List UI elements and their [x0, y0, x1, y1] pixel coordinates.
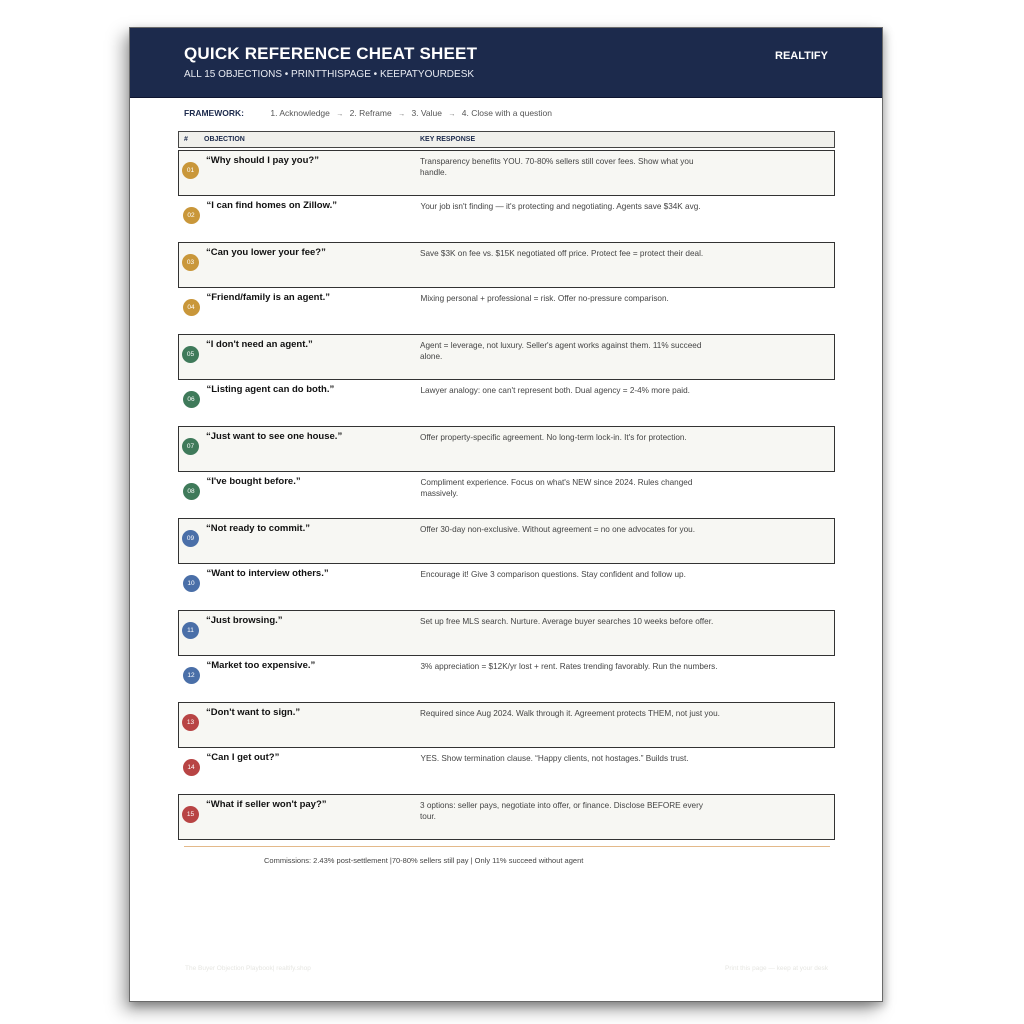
table-row [178, 150, 835, 196]
footer-right: Print this page — keep at your desk [725, 965, 828, 972]
table-row [178, 288, 835, 334]
objection-text: “Just browsing.” [206, 615, 283, 626]
number-badge: 09 [182, 530, 199, 547]
response-text: Encourage it! Give 3 comparison questions. Stay confident and follow up. [420, 570, 686, 579]
response-text: YES. Show termination clause. “Happy clients, not hostages.” Builds trust. [420, 754, 689, 763]
number-badge: 12 [183, 667, 200, 684]
response-text: Transparency benefits YOU. 70-80% sellers still cover fees. Show what you handle. [420, 157, 694, 177]
table-row [178, 518, 835, 564]
response-text: Required since Aug 2024. Walk through it. Agreement protects THEM, not just you. [420, 709, 720, 718]
objection-text: “What if seller won't pay?” [206, 799, 327, 810]
arrow-right-icon: → [336, 111, 344, 118]
table-row [178, 334, 835, 380]
number-badge: 11 [182, 622, 199, 639]
objection-text: “Why should I pay you?” [206, 155, 319, 166]
framework-label: FRAMEWORK: [184, 108, 244, 118]
table-row [178, 380, 835, 426]
response-text: Set up free MLS search. Nurture. Average buyer searches 10 weeks before offer. [420, 617, 714, 626]
table-row [178, 794, 835, 840]
number-badge: 08 [183, 483, 200, 500]
table-row [178, 610, 835, 656]
response-text: Lawyer analogy: one can't represent both. Dual agency = 2-4% more paid. [420, 386, 690, 395]
objection-text: “I don't need an agent.” [206, 339, 313, 350]
number-badge: 10 [183, 575, 200, 592]
objection-text: “Don't want to sign.” [206, 707, 301, 718]
table-row [178, 656, 835, 702]
framework-step: 4. Close with a question [461, 108, 552, 118]
objections-table [178, 131, 835, 840]
number-badge: 01 [182, 162, 199, 179]
objection-text: “Can you lower your fee?” [206, 247, 326, 258]
framework-step: 1. Acknowledge [270, 108, 330, 118]
framework-step: 3. Value [411, 108, 442, 118]
column-header-response: KEY RESPONSE [420, 136, 476, 143]
table-body [178, 150, 835, 840]
response-text: Save $3K on fee vs. $15K negotiated off price. Protect fee = protect their deal. [420, 249, 704, 258]
stats-summary: Commissions: 2.43% post-settlement |70-80% sellers still pay | Only 11% succeed without agent [264, 856, 584, 865]
number-badge: 13 [182, 714, 199, 731]
response-text: Offer 30-day non-exclusive. Without agreement = no one advocates for you. [420, 525, 695, 534]
table-row [178, 242, 835, 288]
objection-text: “Can I get out?” [206, 752, 280, 763]
table-row [178, 748, 835, 794]
response-text: Mixing personal + professional = risk. Offer no-pressure comparison. [420, 294, 669, 303]
arrow-right-icon: → [448, 111, 456, 118]
number-badge: 03 [182, 254, 199, 271]
page-title: QUICK REFERENCE CHEAT SHEET [184, 44, 478, 63]
number-badge: 05 [182, 346, 199, 363]
number-badge: 02 [183, 207, 200, 224]
objection-text: “I've bought before.” [206, 476, 301, 487]
column-header-number: # [184, 136, 188, 143]
response-text: 3 options: seller pays, negotiate into offer, or finance. Disclose BEFORE every tour. [420, 801, 703, 821]
number-badge: 07 [182, 438, 199, 455]
number-badge: 15 [182, 806, 199, 823]
number-badge: 04 [183, 299, 200, 316]
response-text: Offer property-specific agreement. No long-term lock-in. It's for protection. [420, 433, 687, 442]
number-badge: 06 [183, 391, 200, 408]
response-text: 3% appreciation = $12K/yr lost + rent. Rates trending favorably. Run the numbers. [420, 662, 718, 671]
objection-text: “Market too expensive.” [206, 660, 316, 671]
divider-line [184, 846, 830, 847]
framework-line [184, 108, 552, 118]
objection-text: “Not ready to commit.” [206, 523, 310, 534]
objection-text: “Want to interview others.” [206, 568, 329, 579]
cheat-sheet-page [129, 27, 883, 1002]
response-text: Compliment experience. Focus on what's NEW since 2024. Rules changed massively. [420, 478, 693, 498]
response-text: Your job isn't finding — it's protecting and negotiating. Agents save $34K avg. [420, 202, 701, 211]
objection-text: “Listing agent can do both.” [206, 384, 335, 395]
page-subtitle: ALL 15 OBJECTIONS • PRINTTHISPAGE • KEEPATYOURDESK [184, 69, 475, 80]
brand-logo-text: REALTIFY [775, 50, 828, 62]
objection-text: “I can find homes on Zillow.” [206, 200, 338, 211]
arrow-right-icon: → [398, 111, 406, 118]
objection-text: “Friend/family is an agent.” [206, 292, 331, 303]
table-row [178, 472, 835, 518]
objection-text: “Just want to see one house.” [206, 431, 343, 442]
table-header [178, 131, 835, 148]
table-row [178, 702, 835, 748]
header-banner [130, 28, 882, 98]
column-header-objection: OBJECTION [204, 136, 245, 143]
table-row [178, 564, 835, 610]
framework-step: 2. Reframe [349, 108, 392, 118]
footer-left: The Buyer Objection Playbook| realtify.shop [185, 965, 311, 972]
table-row [178, 196, 835, 242]
table-row [178, 426, 835, 472]
number-badge: 14 [183, 759, 200, 776]
response-text: Agent = leverage, not luxury. Seller's agent works against them. 11% succeed alone. [420, 341, 702, 361]
